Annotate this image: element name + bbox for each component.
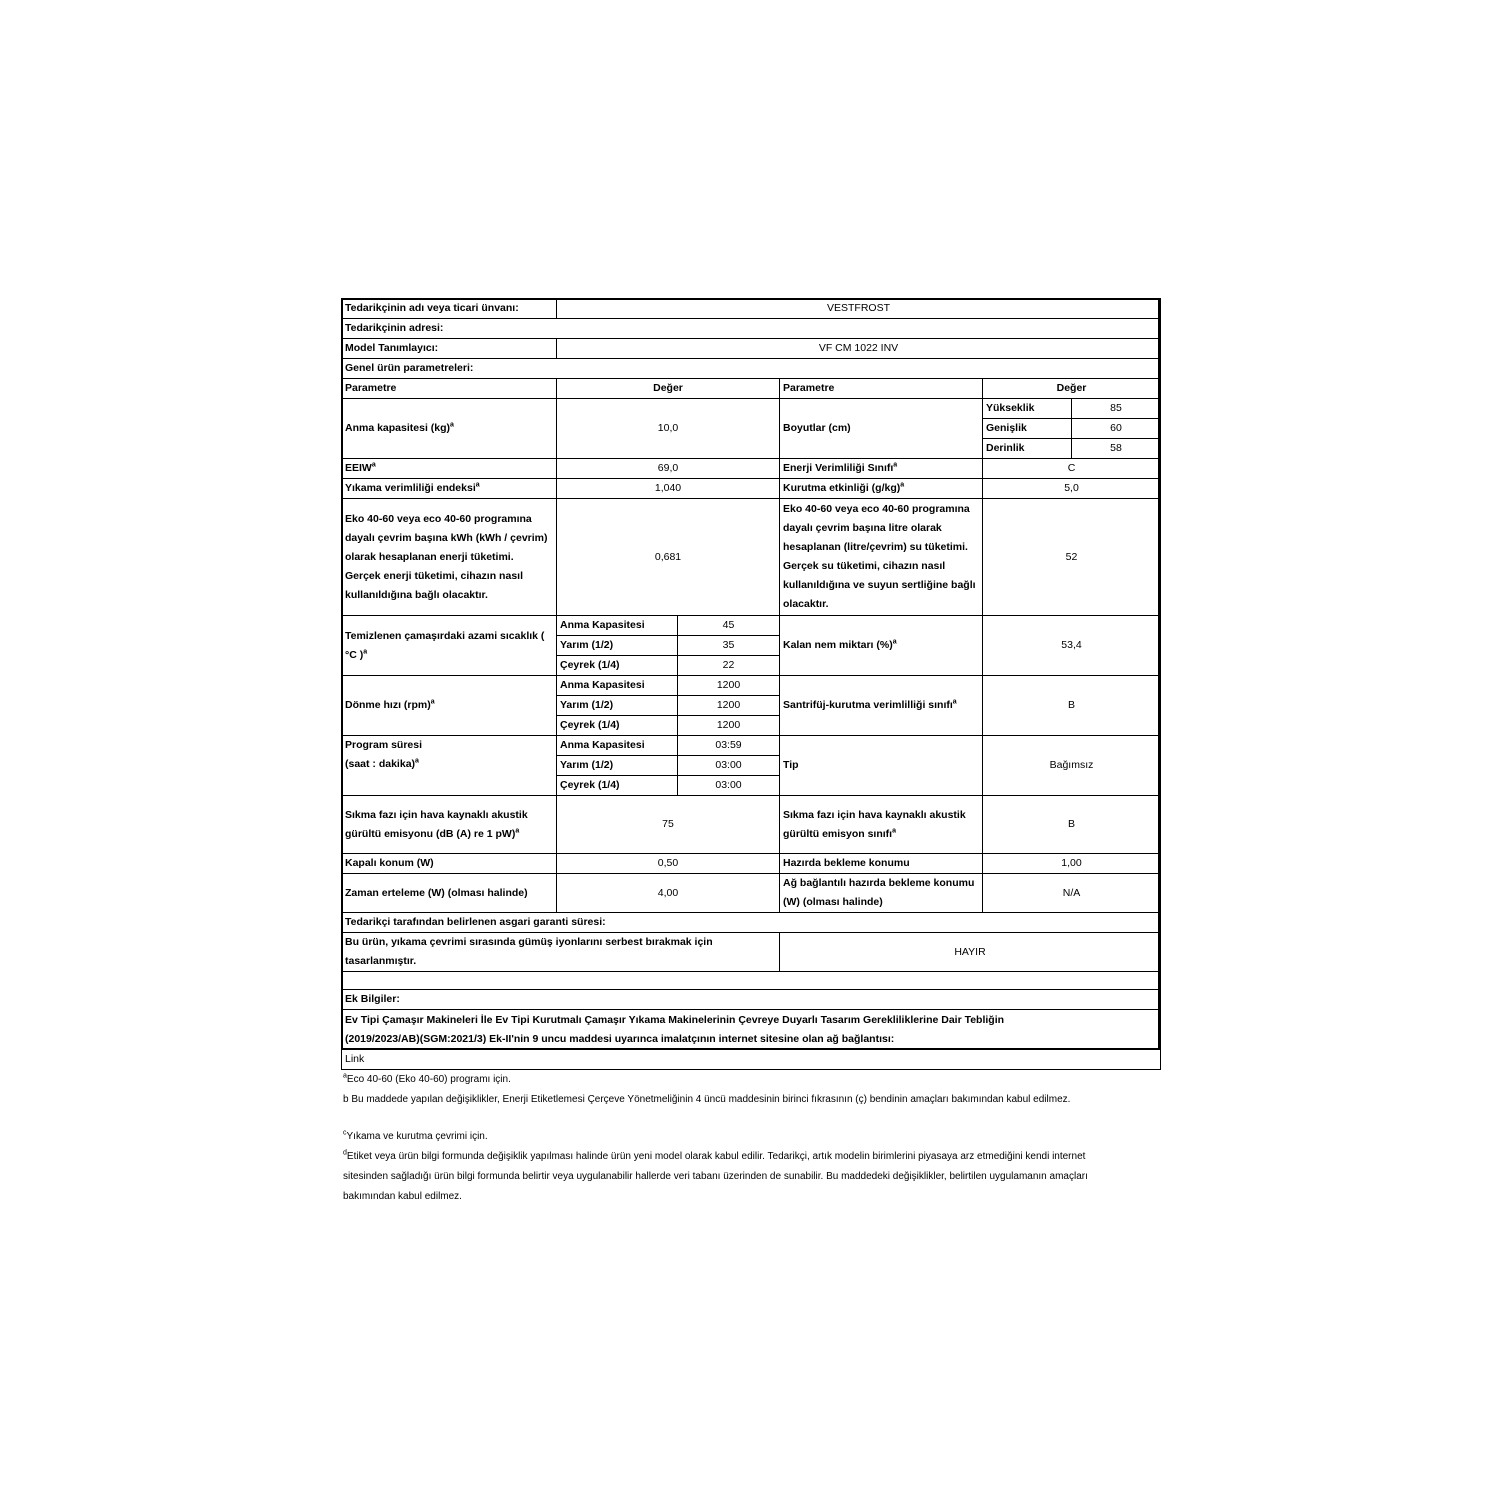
model-value: VF CM 1022 INV (557, 339, 1161, 359)
supplier-label: Tedarikçinin adı veya ticari ünvanı: (342, 299, 557, 319)
footnote-a: $^a$Eco 40-60 (Eko 40-60) programı için. (343, 1072, 511, 1085)
table-row (342, 359, 1161, 379)
sub-half-label: Yarım (1/2) (557, 696, 678, 716)
sub-rated-label: Anma Kapasitesi (557, 676, 678, 696)
footnote-b: b Bu maddede yapılan değişiklikler, Enerji Etiketlemesi Çerçeve Yönetmeliğinin 4 üncü maddesinin birinci fıkrasının (ç) bendinin amaçları bakımından kabul edilmez. (343, 1094, 1071, 1105)
eeiw-value: 69,0 (557, 459, 780, 479)
rinse-label: Kurutma etkinliği $(g/kg)^a$ (780, 479, 983, 499)
table-row (342, 1050, 1161, 1070)
duration-label: Program süresi (saat : dakika)$^a$ (342, 736, 557, 796)
energy-consumption-value: 0,681 (557, 499, 780, 616)
spin-half-value: 1200 (678, 696, 780, 716)
col-header-value: Değer (557, 379, 780, 399)
sub-rated-label: Anma Kapasitesi (557, 616, 678, 636)
silver-ions-value: HAYIR (780, 933, 1161, 972)
extra-info-label: Ek Bilgiler: (342, 990, 1161, 1010)
spin-speed-label: Dönme hızı (rpm)$^a$ (342, 676, 557, 736)
warranty-label: Tedarikçi tarafından belirlenen asgari garanti süresi: (342, 913, 1161, 933)
footnote-d-line-3: bakımından kabul edilmez. (343, 1191, 462, 1202)
standby-value: 1,00 (983, 854, 1161, 874)
rinse-value: 5,0 (983, 479, 1161, 499)
noise-class-label: Sıkma fazı için hava kaynaklı akustik gürültü emisyon sınıfı$^a$ (780, 796, 983, 854)
off-mode-label: Kapalı konum (W) (342, 854, 557, 874)
water-consumption-label: Eko 40-60 veya eco 40-60 programına dayalı çevrim başına litre olarak hesaplanan (litre/çevrim) su tüketimi. Gerçek su tüketimi, cihazın nasıl kullanıldığına ve suyun sertliğine bağlı olacaktır. (780, 499, 983, 616)
table-row (342, 676, 1161, 696)
wash-index-label: Yıkama verimliliği endeksi$^a$ (342, 479, 557, 499)
col-header-value-2: Değer (983, 379, 1161, 399)
max-temp-quarter-value: 22 (678, 656, 780, 676)
general-params-label: Genel ürün parametreleri: (342, 359, 1161, 379)
link-text[interactable]: Link (342, 1050, 1161, 1070)
noise-label: Sıkma fazı için hava kaynaklı akustik gürültü emisyonu (dB (A) re 1 pW)$^a$ (342, 796, 557, 854)
delay-value: 4,00 (557, 874, 780, 913)
table-header-row (342, 379, 1161, 399)
spin-rated-value: 1200 (678, 676, 780, 696)
height-value: 85 (1072, 399, 1161, 419)
max-temp-label: Temizlenen çamaşırdaki azami sıcaklık ( °C )$^a$ (342, 616, 557, 676)
moisture-label: Kalan nem miktarı (%)$^a$ (780, 616, 983, 676)
network-standby-value: N/A (983, 874, 1161, 913)
empty-cell (342, 972, 1161, 990)
table-row (342, 339, 1161, 359)
max-temp-half-value: 35 (678, 636, 780, 656)
type-label: Tip (780, 736, 983, 796)
delay-label: Zaman erteleme (W) (olması halinde) (342, 874, 557, 913)
spin-class-value: B (983, 676, 1161, 736)
width-value: 60 (1072, 419, 1161, 439)
rated-capacity-value: 10,0 (557, 399, 780, 459)
duration-half-value: 03:00 (678, 756, 780, 776)
noise-class-value: B (983, 796, 1161, 854)
footnote-c: $^c$Yıkama ve kurutma çevrimi için. (343, 1129, 488, 1142)
sub-quarter-label: Çeyrek (1/4) (557, 776, 678, 796)
footnote-d-line-2: sitesinden sağladığı ürün bilgi formunda belirtir veya uygulanabilir hallerde veri tabanı üzerinden de sunabilir. Bu maddedeki değişiklikler, belirtilen uygulamanın amaçları (343, 1171, 1088, 1182)
table-row (342, 616, 1161, 636)
table-row-empty (342, 972, 1161, 990)
moisture-value: 53,4 (983, 616, 1161, 676)
width-label: Genişlik (983, 419, 1072, 439)
duration-quarter-value: 03:00 (678, 776, 780, 796)
water-consumption-value: 52 (983, 499, 1161, 616)
col-header-param-2: Parametre (780, 379, 983, 399)
type-value: Bağımsız (983, 736, 1161, 796)
table-row (342, 319, 1161, 339)
footnotes (343, 1070, 1143, 1207)
standby-label: Hazırda bekleme konumu (780, 854, 983, 874)
footnote-d: $^d$Etiket veya ürün bilgi formunda değişiklik yapılması halinde ürün yeni model olarak kabul edilir. Tedarikçi, artık modelin birimlerini piyasaya arz etmediğini kendi internet (343, 1149, 1086, 1162)
table-row (342, 990, 1161, 1010)
table-row (342, 1010, 1161, 1050)
network-standby-label: Ağ bağlantılı hazırda bekleme konumu (W) (olması halinde) (780, 874, 983, 913)
duration-rated-value: 03:59 (678, 736, 780, 756)
table-row (342, 399, 1161, 419)
table-row (342, 913, 1161, 933)
regulation-text: Ev Tipi Çamaşır Makineleri İle Ev Tipi Kurutmalı Çamaşır Yıkama Makinelerinin Çevreye Duyarlı Tasarım Gerekliliklerine Dair Tebliğin (2019/2023/AB)(SGM:2021/3) Ek-II'nin 9 uncu maddesi uyarınca imalatçının internet sitesine olan ağ bağlantısı: (342, 1010, 1161, 1050)
table-row (342, 874, 1161, 913)
sub-rated-label: Anma Kapasitesi (557, 736, 678, 756)
table-row (342, 499, 1161, 616)
silver-ions-label: Bu ürün, yıkama çevrimi sırasında gümüş iyonlarını serbest bırakmak için tasarlanmıştır. (342, 933, 780, 972)
dimensions-label: Boyutlar (cm) (780, 399, 983, 459)
wash-index-value: 1,040 (557, 479, 780, 499)
address-label: Tedarikçinin adresi: (342, 319, 1161, 339)
height-label: Yükseklik (983, 399, 1072, 419)
sub-quarter-label: Çeyrek (1/4) (557, 716, 678, 736)
table-row (342, 299, 1161, 319)
depth-label: Derinlik (983, 439, 1072, 459)
table-row (342, 736, 1161, 756)
sub-quarter-label: Çeyrek (1/4) (557, 656, 678, 676)
max-temp-rated-value: 45 (678, 616, 780, 636)
table-row (342, 854, 1161, 874)
off-mode-value: 0,50 (557, 854, 780, 874)
product-info-table (341, 298, 1161, 1070)
model-label: Model Tanımlayıcı: (342, 339, 557, 359)
rated-capacity-label: Anma kapasitesi (kg)$^a$ (342, 399, 557, 459)
table-row (342, 459, 1161, 479)
sub-half-label: Yarım (1/2) (557, 756, 678, 776)
col-header-param: Parametre (342, 379, 557, 399)
energy-class-label: Enerji Verimliliği Sınıfı$^a$ (780, 459, 983, 479)
energy-class-value: C (983, 459, 1161, 479)
eeiw-label: EEIW$^a$ (342, 459, 557, 479)
energy-consumption-label: Eko 40-60 veya eco 40-60 programına dayalı çevrim başına kWh (kWh / çevrim) olarak hesaplanan enerji tüketimi. Gerçek enerji tüketimi, cihazın nasıl kullanıldığına bağlı olacaktır. (342, 499, 557, 616)
supplier-value: VESTFROST (557, 299, 1161, 319)
noise-value: 75 (557, 796, 780, 854)
table-row (342, 796, 1161, 854)
table-row (342, 933, 1161, 972)
spin-class-label: Santrifüj-kurutma verimlilliği sınıfı$^a$ (780, 676, 983, 736)
depth-value: 58 (1072, 439, 1161, 459)
spin-quarter-value: 1200 (678, 716, 780, 736)
table-row (342, 479, 1161, 499)
sub-half-label: Yarım (1/2) (557, 636, 678, 656)
